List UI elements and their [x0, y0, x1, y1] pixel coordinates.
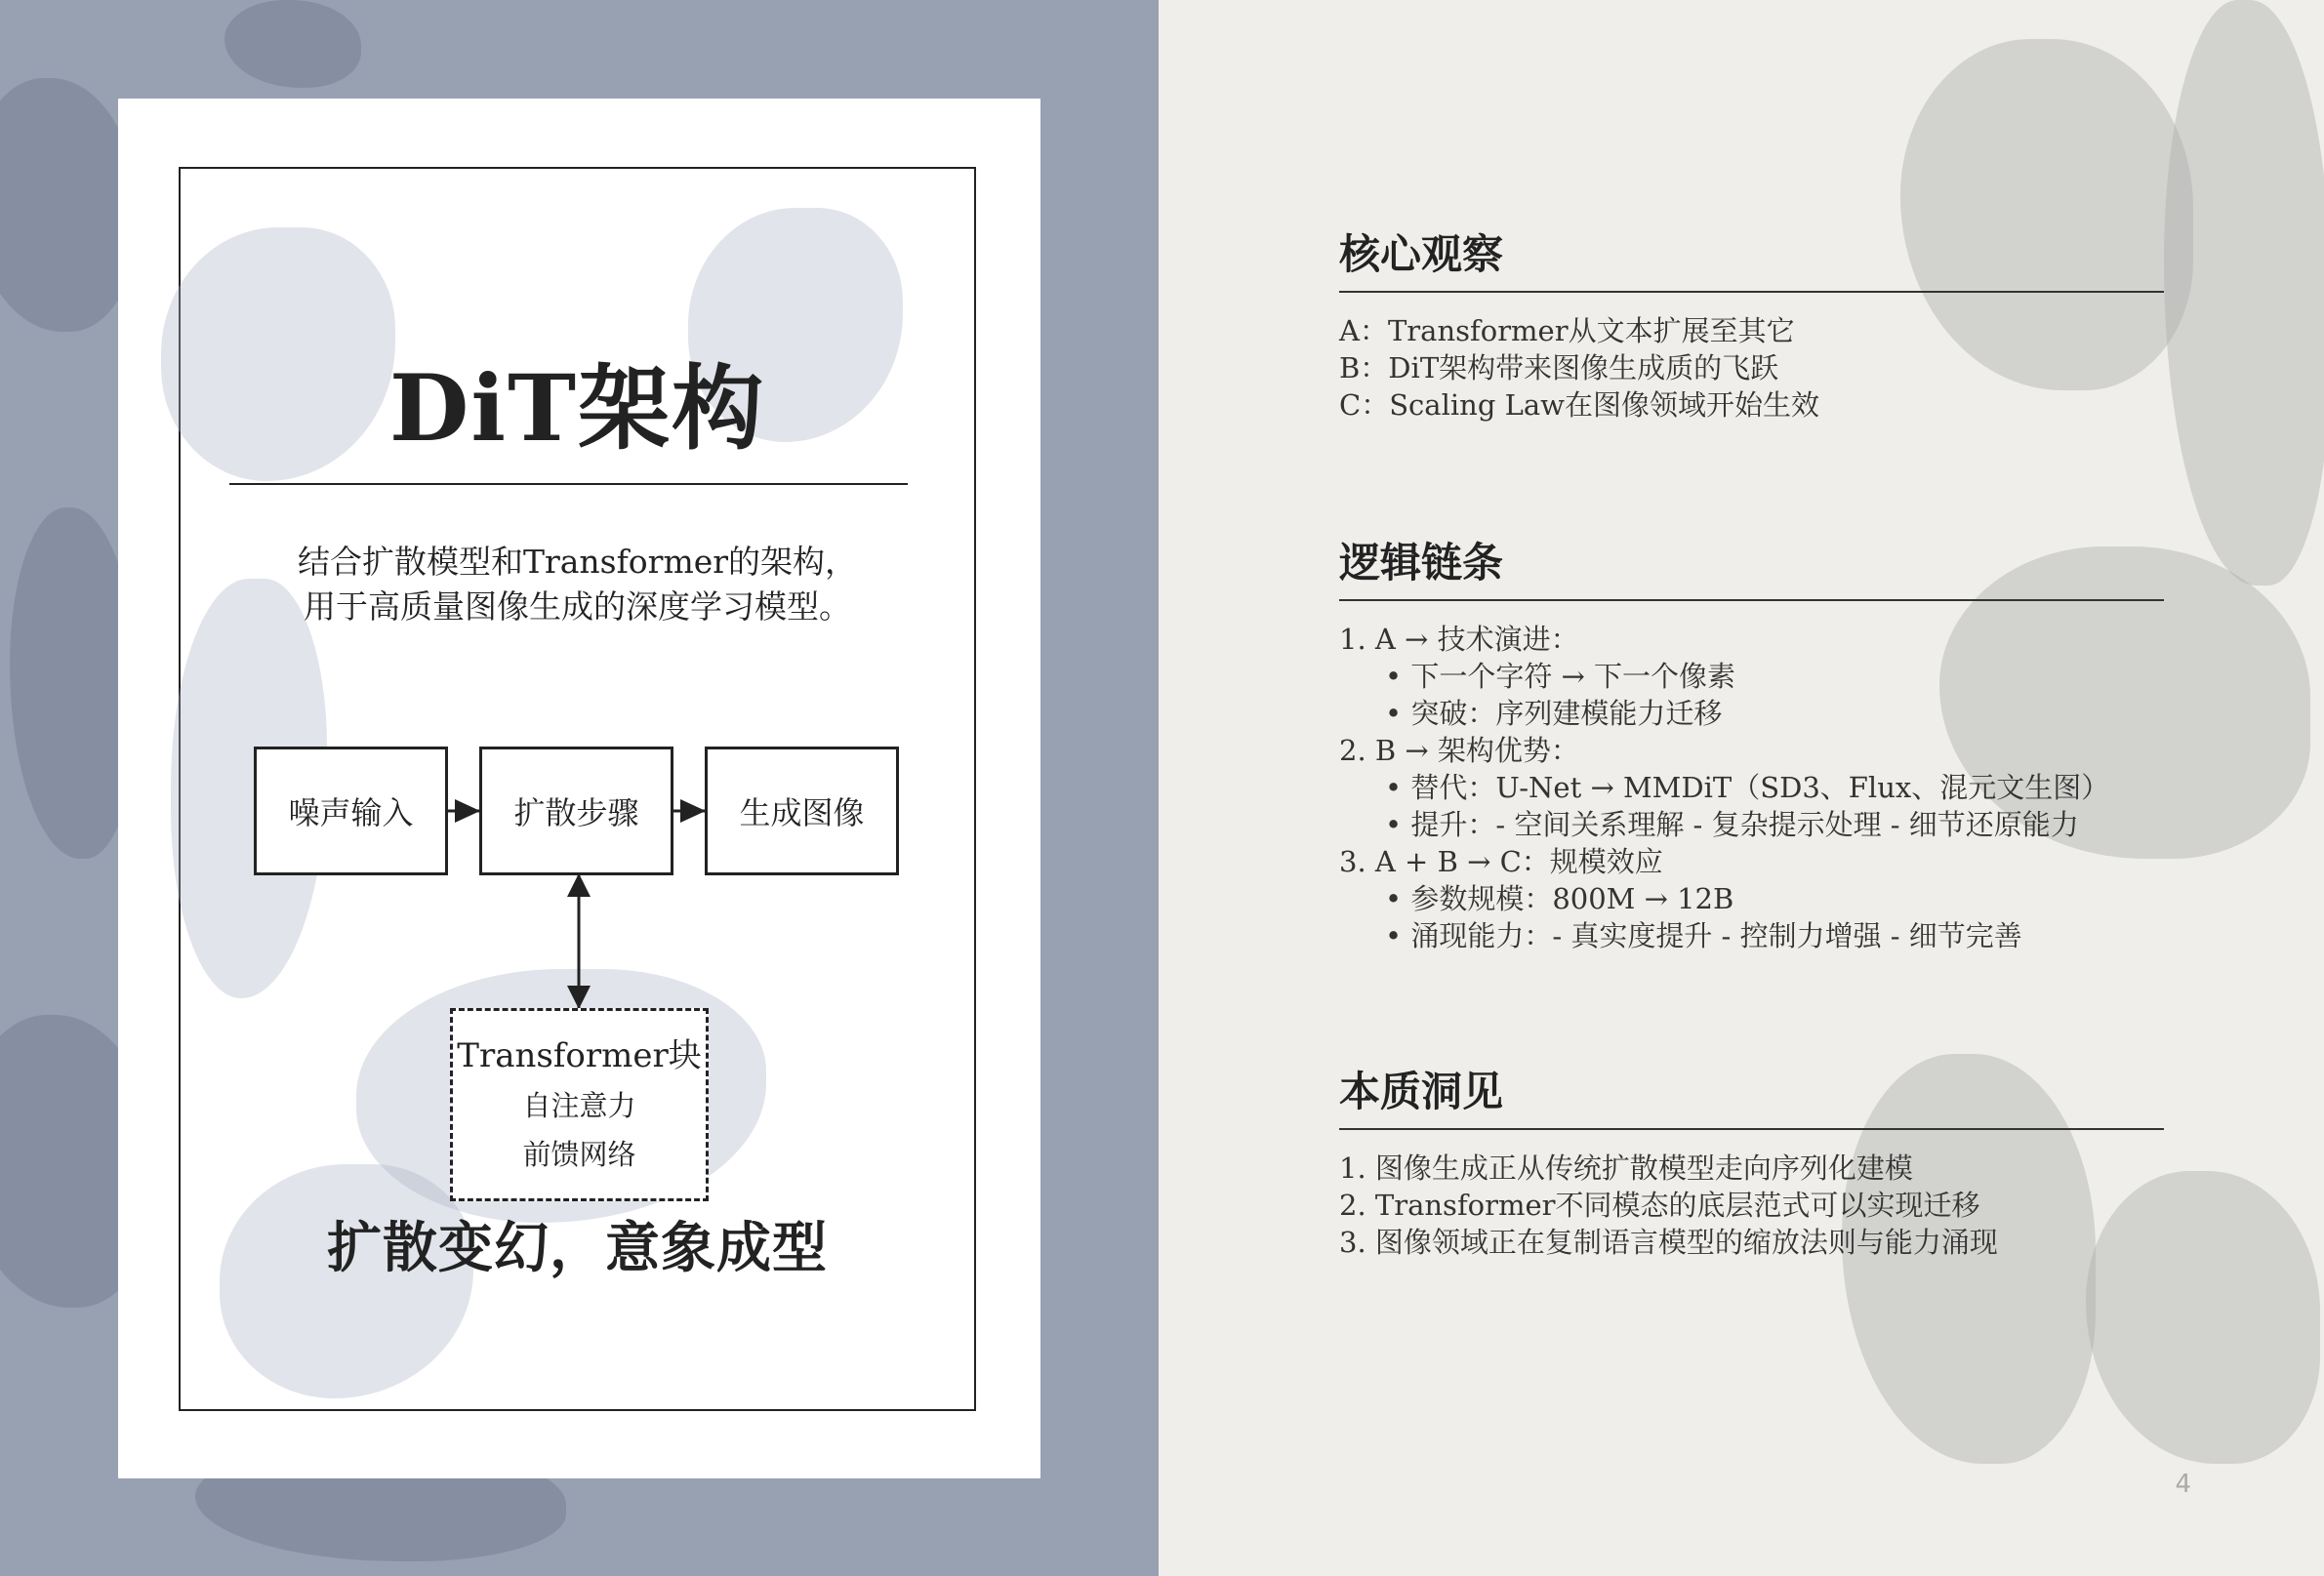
logic-line: 2. B → 架构优势： — [1339, 734, 1579, 767]
logic-subline: • 下一个字符 → 下一个像素 — [1385, 660, 1736, 693]
insight-line: 3. 图像领域正在复制语言模型的缩放法则与能力涌现 — [1339, 1226, 1998, 1259]
card-slogan: 扩散变幻，意象成型 — [327, 1216, 828, 1280]
brush-stroke-decoration — [2164, 0, 2324, 586]
description-line: 结合扩散模型和Transformer的架构， — [297, 543, 858, 581]
dit-card — [118, 99, 1040, 1478]
transformer-block-title: Transformer块 — [457, 1036, 702, 1075]
observation-line: A：Transformer从文本扩展至其它 — [1339, 314, 1795, 347]
section-lines — [1339, 312, 2164, 424]
section-essential-insights — [1339, 1064, 2164, 1261]
flow-step-generated-image: 生成图像 — [705, 747, 899, 875]
arrow-diffusion-transformer — [567, 873, 591, 1009]
observation-line: B：DiT架构带来图像生成质的飞跃 — [1339, 351, 1779, 384]
card-frame — [179, 167, 976, 1411]
transformer-item-feedforward: 前馈网络 — [522, 1138, 636, 1171]
flow-step-diffusion: 扩散步骤 — [479, 747, 673, 875]
logic-line: 3. A + B → C：规模效应 — [1339, 845, 1663, 878]
brush-stroke-decoration — [0, 78, 137, 332]
flow-step-noise-input: 噪声输入 — [254, 747, 448, 875]
logic-subline: • 替代：U-Net → MMDiT（SD3、Flux、混元文生图） — [1385, 771, 2110, 804]
observation-line: C：Scaling Law在图像领域开始生效 — [1339, 388, 1819, 422]
logic-line: 1. A → 技术演进： — [1339, 623, 1579, 656]
page-number: 4 — [2175, 1470, 2191, 1499]
arrow-diffusion-to-output — [673, 799, 706, 823]
right-panel — [1159, 0, 2324, 1576]
section-core-observations — [1339, 226, 2164, 424]
section-logic-chain — [1339, 535, 2164, 954]
insight-line: 2. Transformer不同模态的底层范式可以实现迁移 — [1339, 1189, 1980, 1222]
section-heading: 逻辑链条 — [1339, 535, 2164, 601]
logic-subline: • 参数规模：800M → 12B — [1385, 882, 1734, 915]
section-lines — [1339, 1150, 2164, 1261]
card-title: DiT架构 — [388, 355, 766, 463]
logic-subline: • 涌现能力：- 真实度提升 - 控制力增强 - 细节完善 — [1385, 919, 2022, 952]
brush-stroke-decoration — [224, 0, 361, 88]
transformer-item-self-attention: 自注意力 — [522, 1089, 636, 1122]
description-line: 用于高质量图像生成的深度学习模型。 — [304, 587, 851, 626]
transformer-block — [450, 1008, 709, 1201]
section-lines — [1339, 621, 2164, 954]
section-heading: 核心观察 — [1339, 226, 2164, 293]
left-panel — [0, 0, 1159, 1576]
logic-subline: • 突破：序列建模能力迁移 — [1385, 697, 1723, 730]
section-heading: 本质洞见 — [1339, 1064, 2164, 1130]
insight-line: 1. 图像生成正从传统扩散模型走向序列化建模 — [1339, 1152, 1913, 1185]
arrow-noise-to-diffusion — [448, 799, 480, 823]
logic-subline: • 提升：- 空间关系理解 - 复杂提示处理 - 细节还原能力 — [1385, 808, 2079, 841]
